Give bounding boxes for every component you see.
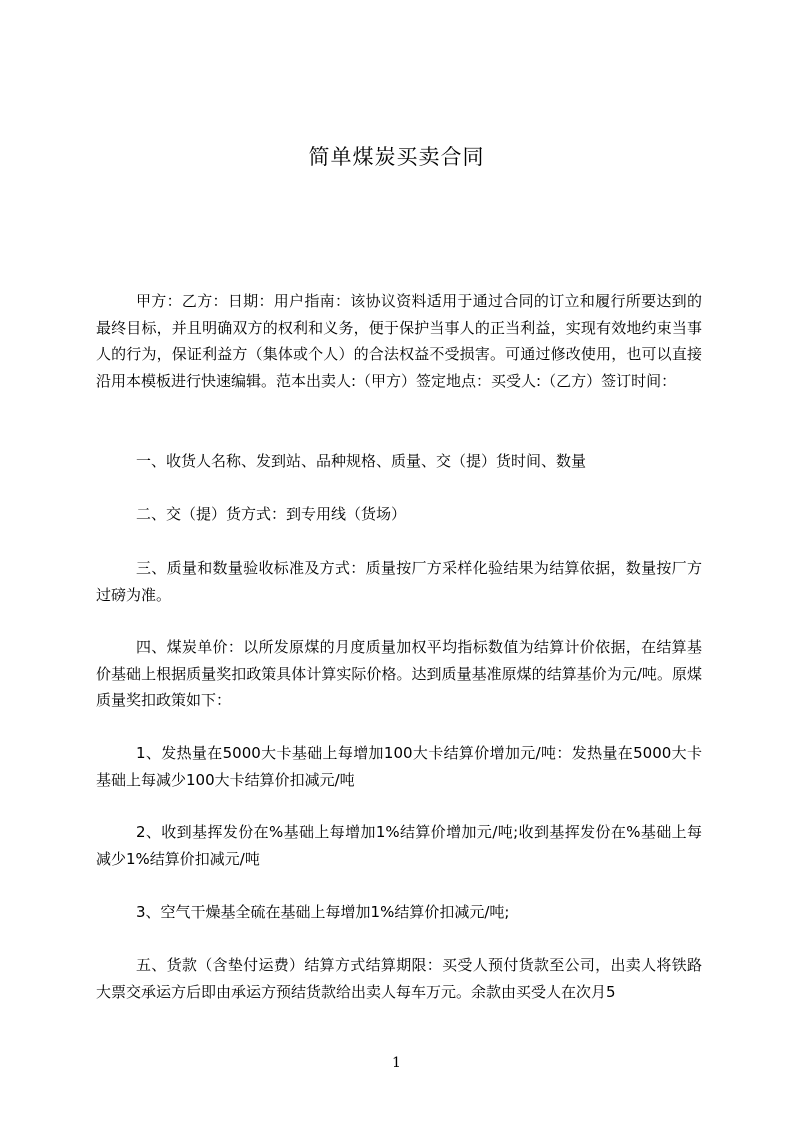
page-number: 1 — [392, 1055, 401, 1071]
clause-1-paragraph: 一、收货人名称、发到站、品种规格、质量、交（提）货时间、数量 — [136, 452, 587, 470]
clause-5-paragraph: 五、货款（含垫付运费）结算方式结算期限：买受人预付货款至公司，出卖人将铁路大票交承运方后即由承运方预结货款给出卖人每车万元。余款由买受人在次月5 — [96, 956, 702, 1001]
document-title: 简单煤炭买卖合同 — [308, 145, 485, 169]
clause-3-paragraph: 三、质量和数量验收标准及方式：质量按厂方采样化验结果为结算依据，数量按厂方过磅为准。 — [96, 559, 702, 604]
item-2-paragraph: 2、收到基挥发份在%基础上每增加1%结算价增加元/吨;收到基挥发份在%基础上每减少1%结算价扣减元/吨 — [96, 823, 702, 868]
preamble-paragraph: 甲方：乙方：日期：用户指南：该协议资料适用于通过合同的订立和履行所要达到的最终目标，并且明确双方的权利和义务，便于保护当事人的正当利益，实现有效地约束当事人的行为，保证利益方（集体或个人）的合法权益不受损害。可通过修改使用，也可以直接沿用本模板进行快速编辑。范本出卖人:（甲方）签定地点：买受人:（乙方）签订时间： — [96, 292, 702, 390]
item-1-paragraph: 1、发热量在5000大卡基础上每增加100大卡结算价增加元/吨：发热量在5000大卡基础上每减少100大卡结算价扣减元/吨 — [96, 744, 702, 789]
clause-2-paragraph: 二、交（提）货方式：到专用线（货场） — [136, 505, 407, 523]
clause-4-paragraph: 四、煤炭单价：以所发原煤的月度质量加权平均指标数值为结算计价依据，在结算基价基础上根据质量奖扣政策具体计算实际价格。达到质量基准原煤的结算基价为元/吨。原煤质量奖扣政策如下： — [96, 638, 702, 709]
item-3-paragraph: 3、空气干燥基全硫在基础上每增加1%结算价扣减元/吨; — [136, 903, 510, 921]
